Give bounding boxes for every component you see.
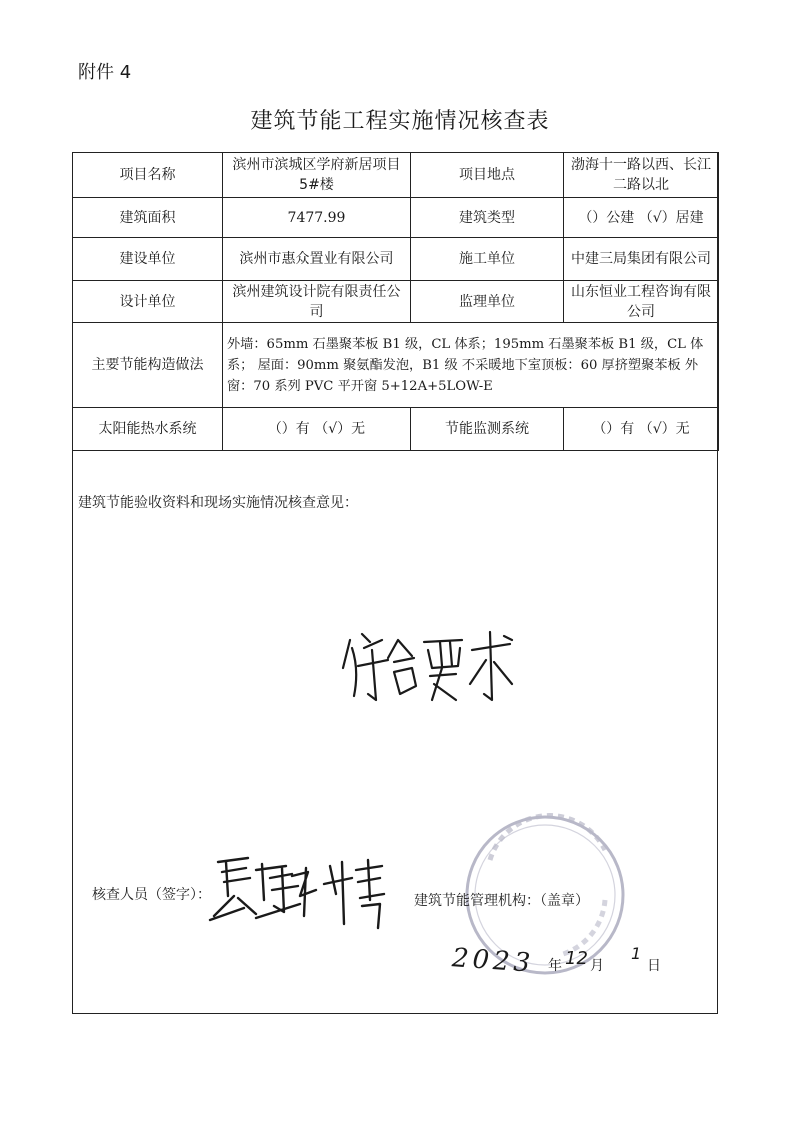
supervisor-value: 山东恒业工程咨询有限公司 <box>564 281 719 323</box>
solar-water-options: （）有 （√）无 <box>223 408 411 451</box>
label-building-type: 建筑类型 <box>411 198 564 238</box>
construction-method-value: 外墙：65mm 石墨聚苯板 B1 级，CL 体系；195mm 石墨聚苯板 B1 级，CL 体系； 屋面：90mm 聚氨酯发泡，B1 级 不采暖地下室顶板：60 厚挤塑聚苯板 外窗：70 系列 PVC 平开窗 5+12A+5LOW-E <box>223 323 719 408</box>
label-solar-water: 太阳能热水系统 <box>73 408 223 451</box>
reviewer-signature-label: 核查人员（签字）： <box>92 887 211 903</box>
label-designer: 设计单位 <box>73 281 223 323</box>
label-project-name: 项目名称 <box>73 153 223 198</box>
review-opinion-label: 建筑节能验收资料和现场实施情况核查意见： <box>78 495 358 511</box>
date-month-unit: 月 <box>590 958 604 974</box>
label-energy-monitoring: 节能监测系统 <box>411 408 564 451</box>
opinion-handwriting <box>343 632 512 700</box>
constructor-value: 中建三局集团有限公司 <box>564 238 719 281</box>
developer-value: 滨州市惠众置业有限公司 <box>223 238 411 281</box>
label-construction-method: 主要节能构造做法 <box>73 323 223 408</box>
label-supervisor: 监理单位 <box>411 281 564 323</box>
label-constructor: 施工单位 <box>411 238 564 281</box>
date-month: 12 <box>565 948 588 969</box>
label-developer: 建设单位 <box>73 238 223 281</box>
reviewer-signature <box>210 858 384 928</box>
building-area-value: 7477.99 <box>223 198 411 238</box>
project-location-value: 渤海十一路以西、长江二路以北 <box>564 153 719 198</box>
label-building-area: 建筑面积 <box>73 198 223 238</box>
date-day: 1 <box>631 944 642 963</box>
project-name-value: 滨州市滨城区学府新居项目 5#楼 <box>223 153 411 198</box>
date-year: 2023 <box>451 943 536 979</box>
label-project-location: 项目地点 <box>411 153 564 198</box>
page-title: 建筑节能工程实施情况核查表 <box>250 109 550 134</box>
designer-value: 滨州建筑设计院有限责任公司 <box>223 281 411 323</box>
management-org-label: 建筑节能管理机构：（盖章） <box>414 893 589 909</box>
attachment-number: 附件 4 <box>78 62 132 83</box>
date-day-unit: 日 <box>647 958 661 974</box>
date-year-unit: 年 <box>548 958 562 974</box>
energy-monitoring-options: （）有 （√）无 <box>564 408 719 451</box>
building-type-options: （）公建 （√）居建 <box>564 198 719 238</box>
